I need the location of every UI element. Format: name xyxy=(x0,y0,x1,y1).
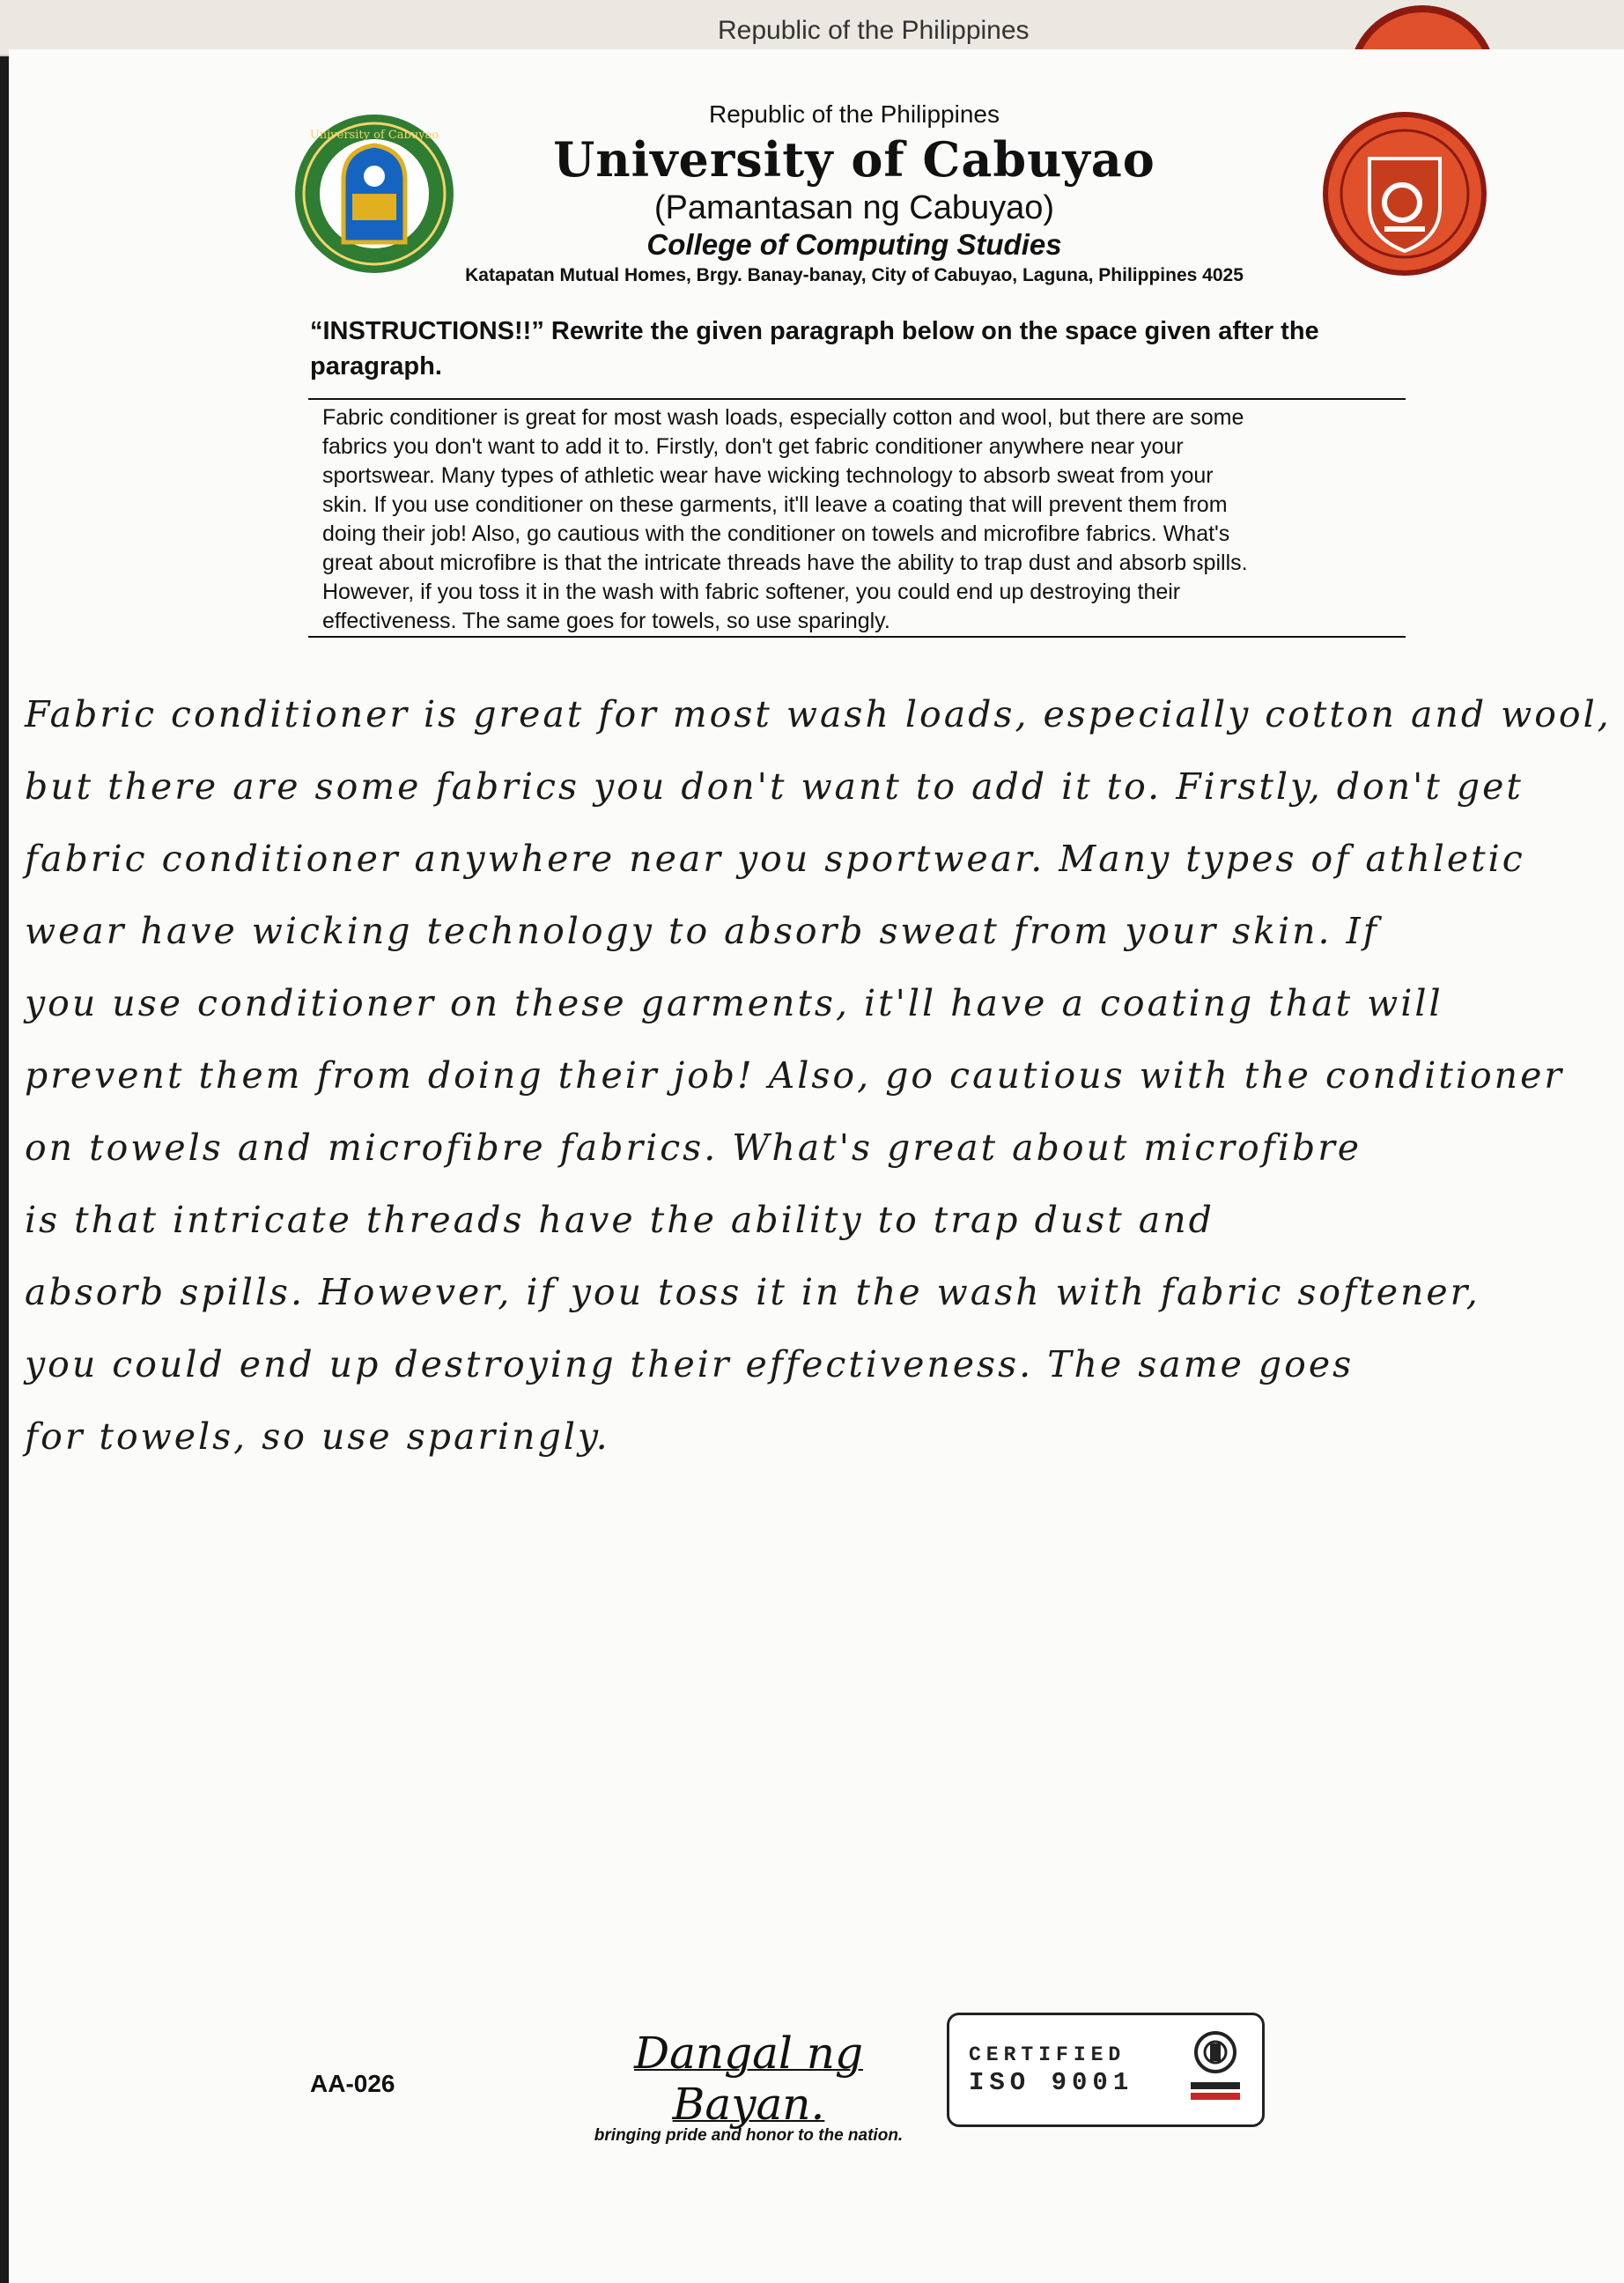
handwritten-line: on towels and microfibre fabrics. What's great about microfibre xyxy=(25,1127,1362,1169)
paragraph-line: sportswear. Many types of athletic wear have wicking technology to absorb sweat from your xyxy=(322,463,1214,488)
paragraph-top-rule xyxy=(308,398,1406,400)
underlying-sheet xyxy=(0,0,1624,56)
handwritten-line: fabric conditioner anywhere near you sportwear. Many types of athletic xyxy=(25,838,1525,880)
republic-label: Republic of the Philippines xyxy=(709,100,1000,128)
handwritten-line: absorb spills. However, if you toss it in the wash with fabric softener, xyxy=(25,1271,1480,1313)
iso-certification-badge xyxy=(947,2013,1265,2127)
underlying-sheet-header: Republic of the Philippines xyxy=(718,16,1030,45)
underlying-seal-icon xyxy=(1347,0,1497,53)
motto-title: Dangal ng Bayan. xyxy=(633,2028,863,2130)
document-code: AA-026 xyxy=(310,2070,395,2097)
paragraph-line: fabrics you don't want to add it to. Firstly, don't get fabric conditioner anywhere near your xyxy=(322,434,1184,459)
handwritten-line: Fabric conditioner is great for most wash loads, especially cotton and wool, xyxy=(25,693,1612,735)
paragraph-line: doing their job! Also, go cautious with the conditioner on towels and microfibre fabrics. What's xyxy=(322,521,1230,546)
given-paragraph xyxy=(322,403,1399,636)
university-motto xyxy=(572,2028,925,2146)
iso-label: ISO 9001 xyxy=(969,2068,1134,2097)
certified-label: CERTIFIED xyxy=(969,2043,1126,2066)
university-address: Katapatan Mutual Homes, Brgy. Banay-banay, City of Cabuyao, Laguna, Philippines 4025 xyxy=(465,265,1244,285)
handwritten-answer xyxy=(25,678,1610,1473)
college-name: College of Computing Studies xyxy=(646,228,1062,261)
handwritten-line: you could end up destroying their effectiveness. The same goes xyxy=(25,1343,1355,1385)
svg-text:University of Cabuyao: University of Cabuyao xyxy=(309,129,439,142)
paragraph-line: However, if you toss it in the wash with fabric softener, you could end up destroying their xyxy=(322,580,1181,604)
motto-tagline: bringing pride and honor to the nation. xyxy=(594,2126,904,2145)
university-name: University of Cabuyao xyxy=(553,131,1155,188)
paragraph-line: Fabric conditioner is great for most wash loads, especially cotton and wool, but there are some xyxy=(322,405,1244,430)
handwritten-line: you use conditioner on these garments, it'll have a coating that will xyxy=(25,982,1443,1024)
handwritten-line: prevent them from doing their job! Also, go cautious with the conditioner xyxy=(25,1054,1564,1097)
handwritten-line: for towels, so use sparingly. xyxy=(25,1415,610,1458)
paragraph-line: great about microfibre is that the intricate threads have the ability to trap dust and absorb spills. xyxy=(322,550,1248,575)
handwritten-line: is that intricate threads have the ability to trap dust and xyxy=(25,1199,1214,1241)
paragraph-line: effectiveness. The same goes for towels, so use sparingly. xyxy=(322,609,890,633)
letterhead xyxy=(388,99,1321,289)
handwritten-line: wear have wicking technology to absorb sweat from your skin. If xyxy=(25,910,1379,952)
pamantasan-name: (Pamantasan ng Cabuyao) xyxy=(653,189,1055,226)
paragraph-line: skin. If you use conditioner on these garments, it'll leave a coating that will prevent them from xyxy=(322,492,1228,517)
paragraph-bottom-rule xyxy=(308,636,1406,638)
college-seal-icon xyxy=(1321,110,1488,277)
instructions-text: “INSTRUCTIONS!!” Rewrite the given paragraph below on the space given after the paragraph. xyxy=(310,317,1319,380)
handwritten-line: but there are some fabrics you don't want to add it to. Firstly, don't get xyxy=(25,765,1524,808)
certification-body-icon xyxy=(1187,2029,1244,2109)
